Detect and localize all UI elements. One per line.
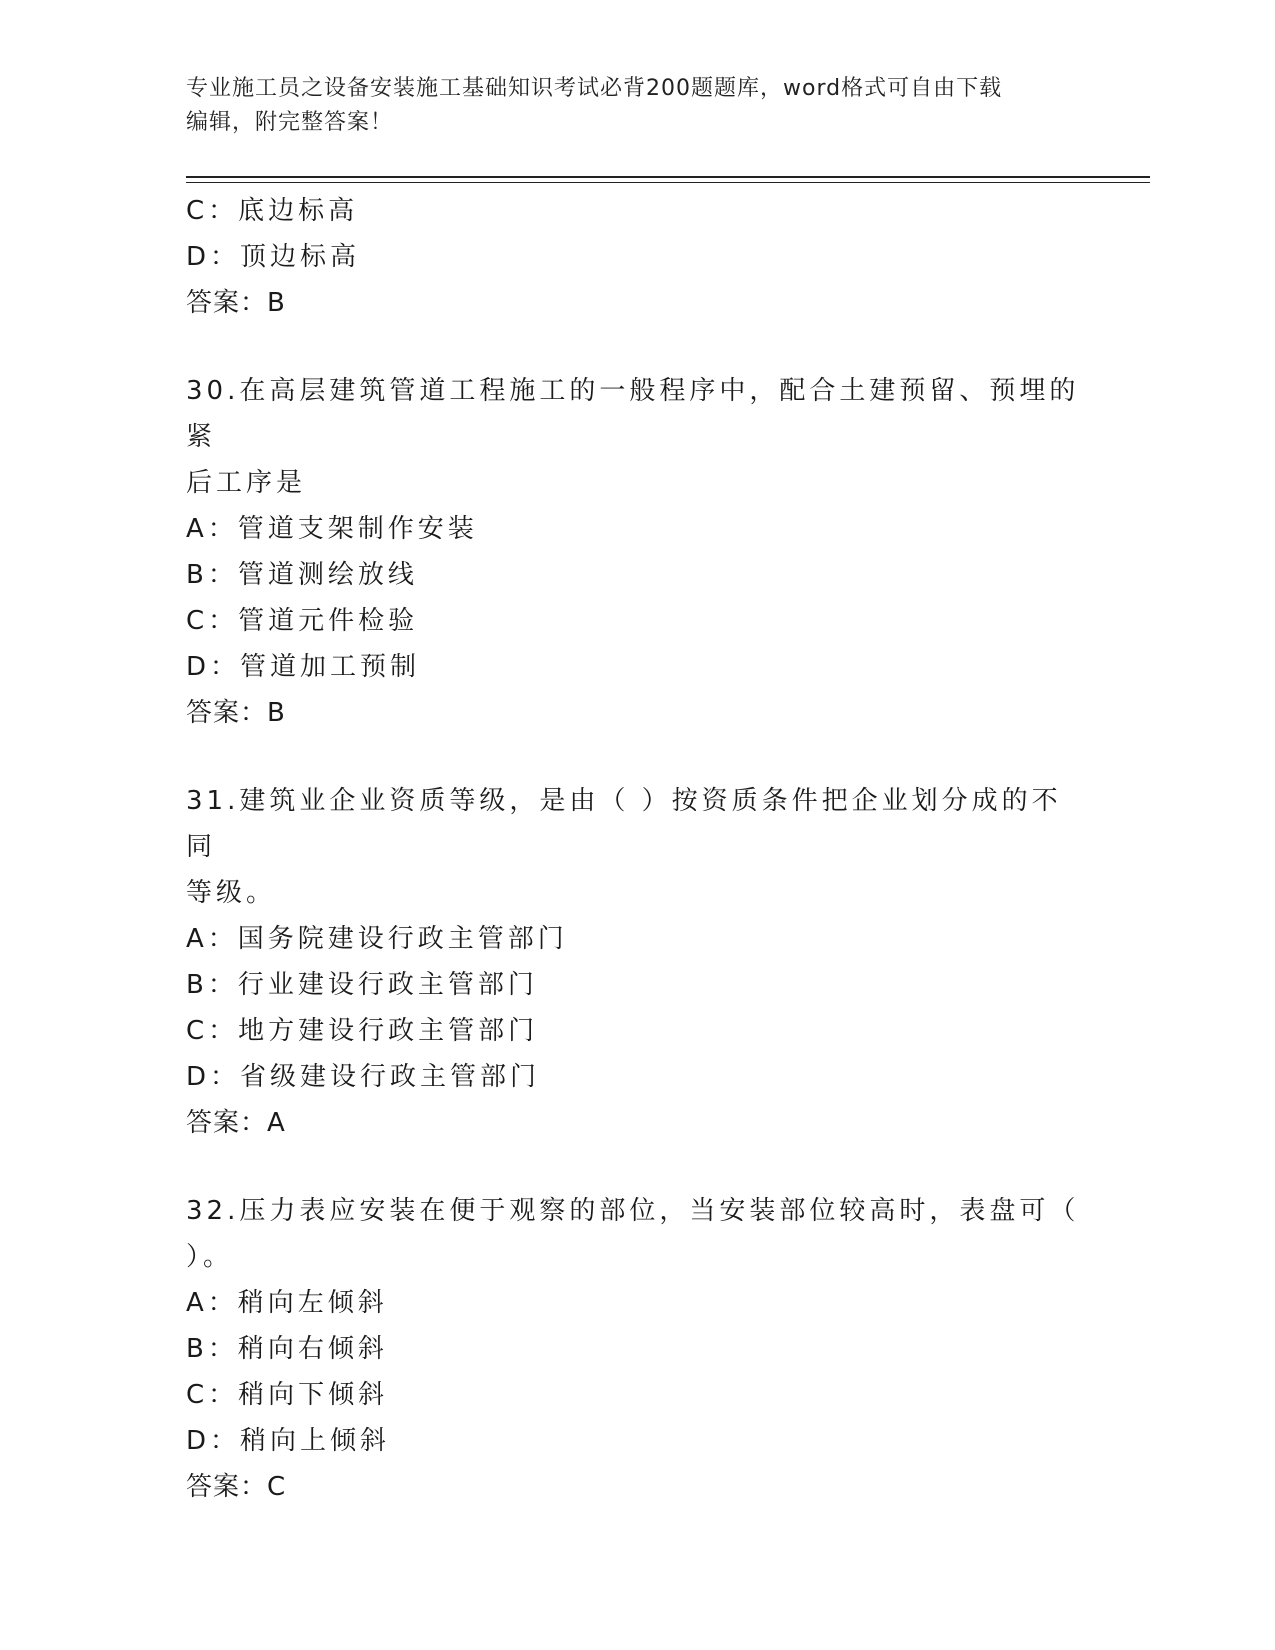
question-text-line-1: 32.压力表应安装在便于观察的部位，当安装部位较高时，表盘可（ bbox=[186, 1196, 1080, 1226]
option-c: C：底边标高 bbox=[186, 196, 359, 226]
option-a: A：稍向左倾斜 bbox=[186, 1288, 388, 1318]
question-text-line-2: 等级。 bbox=[186, 878, 277, 908]
option-c: C：稍向下倾斜 bbox=[186, 1380, 389, 1410]
header-title-line-2: 编辑，附完整答案！ bbox=[186, 110, 394, 135]
header-divider-thin bbox=[186, 182, 1150, 183]
question-30 bbox=[186, 368, 1086, 736]
answer-line: 答案：B bbox=[186, 698, 286, 728]
answer-line: 答案：C bbox=[186, 1472, 287, 1502]
question-text-line-1: 30.在高层建筑管道工程施工的一般程序中，配合土建预留、预埋的紧 bbox=[186, 376, 1080, 452]
option-d: D：管道加工预制 bbox=[186, 652, 421, 682]
header-title-line-1: 专业施工员之设备安装施工基础知识考试必背200题题库，word格式可自由下载 bbox=[186, 76, 1003, 101]
header-divider-thick bbox=[186, 176, 1150, 178]
question-text-line-2: 后工序是 bbox=[186, 468, 307, 498]
option-c: C：管道元件检验 bbox=[186, 606, 419, 636]
page-header bbox=[186, 72, 1086, 140]
option-d: D：省级建设行政主管部门 bbox=[186, 1062, 541, 1092]
option-a: A：管道支架制作安装 bbox=[186, 514, 478, 544]
option-c: C：地方建设行政主管部门 bbox=[186, 1016, 539, 1046]
option-b: B：行业建设行政主管部门 bbox=[186, 970, 538, 1000]
option-b: B：稍向右倾斜 bbox=[186, 1334, 388, 1364]
question-32 bbox=[186, 1188, 1086, 1510]
prev-question-tail bbox=[186, 188, 1086, 326]
question-text-line-2: ）。 bbox=[186, 1242, 234, 1272]
answer-line: 答案：B bbox=[186, 288, 286, 318]
question-text-line-1: 31.建筑业企业资质等级，是由（ ）按资质条件把企业划分成的不同 bbox=[186, 786, 1062, 862]
option-d: D：稍向上倾斜 bbox=[186, 1426, 391, 1456]
question-31 bbox=[186, 778, 1086, 1146]
answer-line: 答案：A bbox=[186, 1108, 286, 1138]
option-b: B：管道测绘放线 bbox=[186, 560, 418, 590]
option-d: D：顶边标高 bbox=[186, 242, 361, 272]
question-list bbox=[186, 188, 1086, 1510]
option-a: A：国务院建设行政主管部门 bbox=[186, 924, 568, 954]
